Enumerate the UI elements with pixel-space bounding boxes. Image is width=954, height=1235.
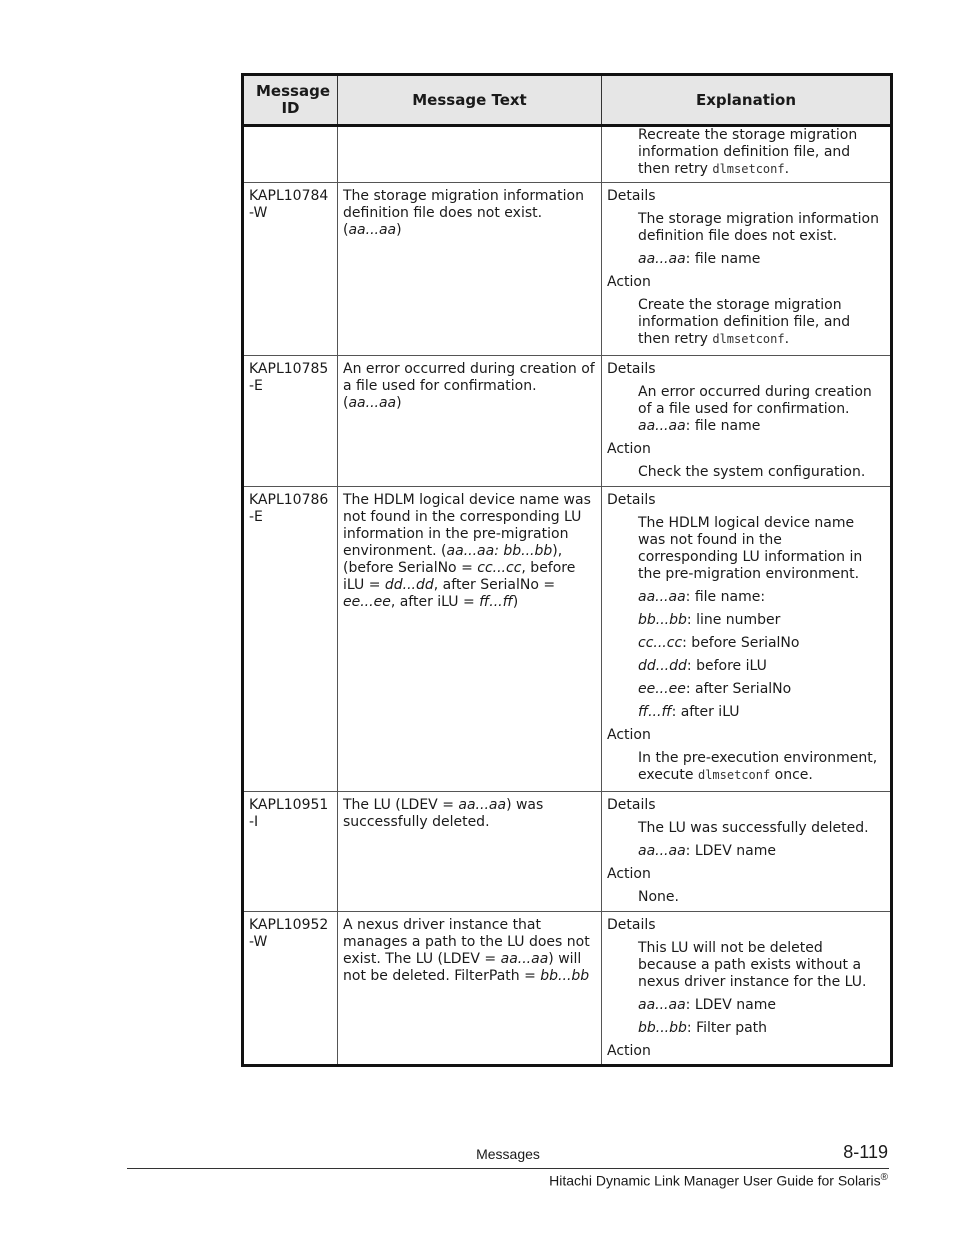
explanation-cell — [602, 912, 892, 1066]
table-row — [243, 183, 892, 356]
details-label: Details — [607, 361, 656, 377]
explanation-cell — [602, 487, 892, 792]
footer-rule — [127, 1168, 889, 1169]
action-text: None. — [638, 889, 679, 905]
variable-desc: aa...aa: LDEV name — [638, 843, 776, 859]
message-id-cell: KAPL10784 -W — [243, 183, 338, 356]
variable-desc: dd...dd: before iLU — [638, 658, 767, 674]
variable-desc: aa...aa: LDEV name — [638, 997, 776, 1013]
details-label: Details — [607, 917, 656, 933]
message-id-cell — [243, 126, 338, 183]
table-row — [243, 356, 892, 487]
action-label: Action — [607, 727, 651, 743]
variable: aa...aa — [348, 222, 397, 238]
message-id-cell: KAPL10786 -E — [243, 487, 338, 792]
message-id-cell: KAPL10951 -I — [243, 792, 338, 912]
footer-section-name: Messages — [476, 1146, 540, 1162]
variable: aa...aa — [348, 395, 397, 411]
message-text-cell — [338, 126, 602, 183]
footer-guide-title: Hitachi Dynamic Link Manager User Guide for Solaris® — [549, 1172, 888, 1189]
variable-desc: ee...ee: after SerialNo — [638, 681, 792, 697]
variable-desc: aa...aa: file name: — [638, 589, 766, 605]
message-id-cell: KAPL10785 -E — [243, 356, 338, 487]
table-row — [243, 126, 892, 183]
details-label: Details — [607, 797, 656, 813]
explanation-cell — [602, 356, 892, 487]
message-text-cell: A nexus driver instance that manages a path to the LU does not exist. The LU (LDEV = aa...aa) will not be deleted. FilterPath = bb...bb — [338, 912, 602, 1066]
action-label: Action — [607, 866, 651, 882]
variable-desc: aa...aa: file name — [638, 251, 761, 267]
explanation-cell — [602, 126, 892, 183]
header-message-id: Message ID — [243, 75, 338, 126]
message-table — [241, 73, 893, 1067]
variable-desc: ff...ff: after iLU — [638, 704, 740, 720]
registered-mark: ® — [880, 1172, 888, 1183]
message-text-cell: The HDLM logical device name was not found in the corresponding LU information in the pre-migration environment. (aa...aa: bb...bb), (before SerialNo = cc...cc, before iLU = dd...dd, after SerialNo = ee...ee, after iLU = ff...ff) — [338, 487, 602, 792]
variable-desc: bb...bb: line number — [638, 612, 781, 628]
message-text-cell: The storage migration information definition file does not exist. (aa...aa) — [338, 183, 602, 356]
variable-desc: bb...bb: Filter path — [638, 1020, 768, 1036]
variable-desc: cc...cc: before SerialNo — [638, 635, 800, 651]
details-text: The LU was successfully deleted. — [638, 820, 869, 836]
explanation-cell — [602, 792, 892, 912]
action-label: Action — [607, 441, 651, 457]
table-header-row — [243, 75, 892, 126]
explanation-cell — [602, 183, 892, 356]
action-text: Create the storage migration information definition file, and then retry dlmsetconf. — [638, 297, 851, 347]
details-label: Details — [607, 188, 656, 204]
page-number: 8-119 — [843, 1142, 888, 1162]
table-row — [243, 792, 892, 912]
action-label: Action — [607, 274, 651, 290]
table-row — [243, 912, 892, 1066]
table-row — [243, 487, 892, 792]
command-name: dlmsetconf — [712, 332, 785, 346]
details-label: Details — [607, 492, 656, 508]
message-id-cell: KAPL10952 -W — [243, 912, 338, 1066]
action-text: Check the system configuration. — [638, 464, 866, 480]
command-name: dlmsetconf — [697, 768, 771, 782]
message-text-cell: The LU (LDEV = aa...aa) was successfully deleted. — [338, 792, 602, 912]
header-explanation: Explanation — [602, 75, 892, 126]
command-name: dlmsetconf — [712, 162, 785, 176]
action-label: Action — [607, 1043, 651, 1059]
action-text: Recreate the storage migration information definition file, and then retry dlmsetconf. — [638, 127, 858, 177]
details-text: The storage migration information definition file does not exist. — [638, 211, 879, 244]
action-text: In the pre-execution environment, execute dlmsetconf once. — [638, 750, 878, 783]
details-text: This LU will not be deleted because a path exists without a nexus driver instance for the LU. — [638, 940, 867, 990]
header-message-text: Message Text — [338, 75, 602, 126]
details-text: The HDLM logical device name was not found in the corresponding LU information in the pre-migration environment. — [638, 515, 863, 582]
details-text: An error occurred during creation of a file used for confirmation. aa...aa: file name — [638, 384, 872, 434]
message-text-cell: An error occurred during creation of a file used for confirmation. (aa...aa) — [338, 356, 602, 487]
